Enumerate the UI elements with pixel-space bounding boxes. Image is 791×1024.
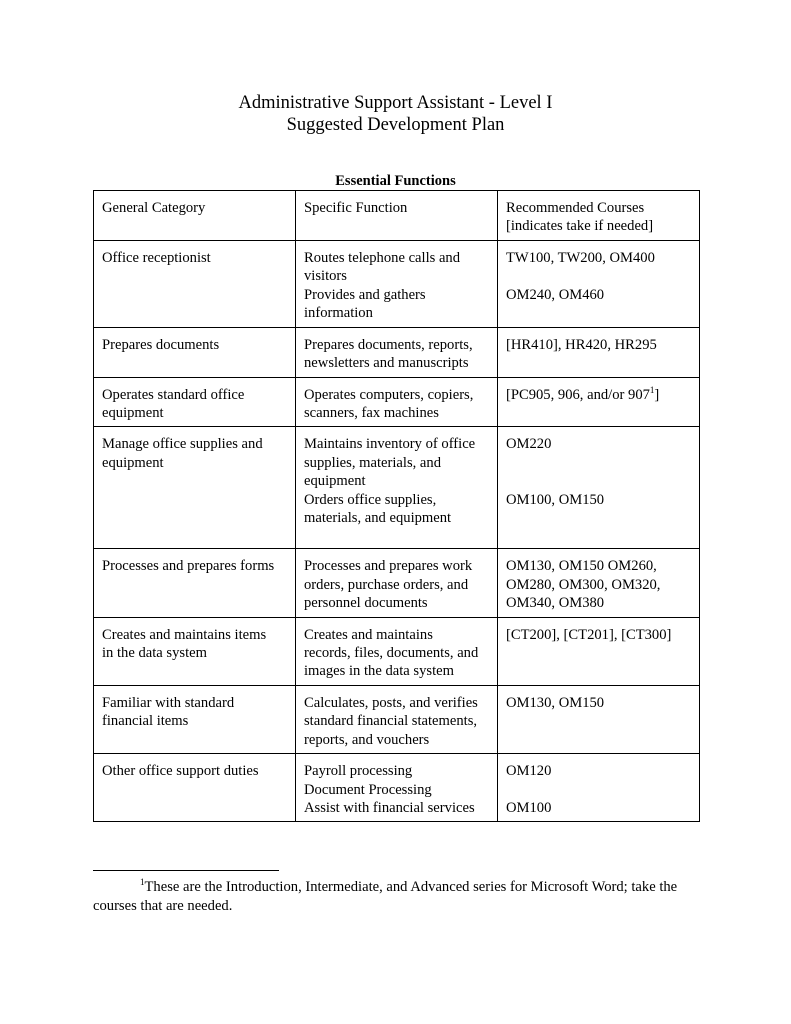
table-header-row: [94, 191, 700, 241]
cell-line: Recommended Courses: [506, 200, 645, 216]
table-row: [94, 685, 700, 753]
document-subtitle: Suggested Development Plan: [286, 115, 505, 135]
cell-line: Routes telephone calls and: [304, 250, 461, 266]
cell-line: OM240, OM460: [506, 286, 605, 303]
cell-line: equipment: [102, 405, 164, 422]
cell-line: Creates and maintains items: [102, 626, 267, 643]
cell-line: Specific Function: [304, 200, 408, 216]
cell-line: Provides and gathers: [304, 286, 426, 303]
cell-line: Office receptionist: [102, 250, 211, 266]
cell-line: Prepares documents, reports,: [304, 336, 473, 353]
cell-line: visitors: [304, 268, 347, 285]
recommended-courses-cell: [498, 241, 700, 328]
cell-line: information: [304, 305, 373, 322]
recommended-courses-cell: [498, 191, 700, 241]
specific-function-cell: [296, 427, 498, 549]
footnote-text: These are the Introduction, Intermediate, and Advanced series for Microsoft Word; take the courses that are needed.: [93, 879, 678, 914]
cell-line: [506, 454, 692, 472]
recommended-courses-cell: [498, 617, 700, 685]
general-category-cell: [94, 427, 296, 549]
table-row: [94, 241, 700, 328]
cell-line: equipment: [304, 473, 366, 490]
cell-line: Maintains inventory of office: [304, 436, 476, 453]
recommended-courses-cell: [498, 549, 700, 617]
cell-line: [506, 386, 692, 404]
cell-line: Assist with financial services: [304, 799, 475, 816]
cell-line: [HR410], HR420, HR295: [506, 336, 657, 353]
general-category-cell: [94, 549, 296, 617]
recommended-courses-cell: [498, 754, 700, 822]
table-row: [94, 427, 700, 549]
cell-line: images in the data system: [304, 663, 454, 680]
cell-line: [indicates take if needed]: [506, 218, 654, 235]
cell-line: Creates and maintains: [304, 626, 433, 643]
cell-line: TW100, TW200, OM400: [506, 250, 655, 266]
specific-function-cell: [296, 754, 498, 822]
cell-line: scanners, fax machines: [304, 405, 439, 422]
cell-line: orders, purchase orders, and: [304, 576, 469, 593]
specific-function-cell: [296, 617, 498, 685]
cell-line: reports, and vouchers: [304, 731, 430, 748]
footnote-reference: 1: [649, 384, 655, 395]
cell-line: Calculates, posts, and verifies: [304, 694, 478, 711]
cell-line: materials, and equipment: [304, 510, 452, 527]
table-row: [94, 377, 700, 427]
general-category-cell: [94, 685, 296, 753]
cell-line: [CT200], [CT201], [CT300]: [506, 626, 672, 643]
cell-line: newsletters and manuscripts: [304, 355, 469, 372]
document-title: Administrative Support Assistant - Level I: [238, 93, 553, 113]
table-row: [94, 327, 700, 377]
cell-line: Orders office supplies,: [304, 491, 437, 508]
cell-line: OM100, OM150: [506, 491, 605, 508]
cell-line: personnel documents: [304, 595, 428, 612]
cell-line: Other office support duties: [102, 763, 259, 780]
cell-line: OM220: [506, 436, 552, 453]
general-category-cell: [94, 191, 296, 241]
specific-function-cell: [296, 685, 498, 753]
recommended-courses-cell: [498, 427, 700, 549]
general-category-cell: [94, 377, 296, 427]
cell-line: OM340, OM380: [506, 595, 605, 612]
cell-line: financial items: [102, 713, 189, 730]
cell-line: Document Processing: [304, 781, 432, 798]
cell-line: Familiar with standard: [102, 694, 235, 711]
cell-text: ]: [654, 386, 660, 403]
cell-line: [506, 781, 692, 799]
cell-line: records, files, documents, and: [304, 645, 479, 662]
cell-line: OM120: [506, 763, 552, 780]
table-row: [94, 549, 700, 617]
cell-text: [PC905, 906, and/or 907: [506, 386, 650, 403]
general-category-cell: [94, 617, 296, 685]
footnote-mark: 1: [140, 877, 145, 887]
cell-line: General Category: [102, 200, 206, 216]
specific-function-cell: [296, 241, 498, 328]
cell-line: OM100: [506, 799, 552, 816]
specific-function-cell: [296, 377, 498, 427]
cell-line: [506, 472, 692, 490]
table-row: [94, 754, 700, 822]
specific-function-cell: [296, 191, 498, 241]
essential-functions-table: [93, 190, 700, 822]
specific-function-cell: [296, 327, 498, 377]
footnote: [93, 878, 703, 916]
cell-line: OM130, OM150 OM260,: [506, 558, 657, 575]
cell-line: supplies, materials, and: [304, 454, 441, 471]
cell-line: Prepares documents: [102, 336, 220, 353]
specific-function-cell: [296, 549, 498, 617]
table-row: [94, 617, 700, 685]
general-category-cell: [94, 754, 296, 822]
cell-line: Processes and prepares forms: [102, 558, 275, 575]
cell-line: OM130, OM150: [506, 694, 605, 711]
cell-line: standard financial statements,: [304, 713, 478, 730]
cell-line: in the data system: [102, 645, 207, 662]
cell-line: OM280, OM300, OM320,: [506, 576, 661, 593]
cell-line: equipment: [102, 454, 164, 471]
general-category-cell: [94, 327, 296, 377]
cell-line: Processes and prepares work: [304, 558, 473, 575]
cell-line: [506, 267, 692, 285]
cell-line: Payroll processing: [304, 763, 413, 780]
table-caption: Essential Functions: [335, 173, 456, 189]
cell-line: Operates computers, copiers,: [304, 386, 474, 403]
recommended-courses-cell: [498, 377, 700, 427]
recommended-courses-cell: [498, 685, 700, 753]
recommended-courses-cell: [498, 327, 700, 377]
footnote-separator: [93, 870, 279, 871]
cell-line: Manage office supplies and: [102, 436, 263, 453]
general-category-cell: [94, 241, 296, 328]
cell-line: Operates standard office: [102, 386, 245, 403]
